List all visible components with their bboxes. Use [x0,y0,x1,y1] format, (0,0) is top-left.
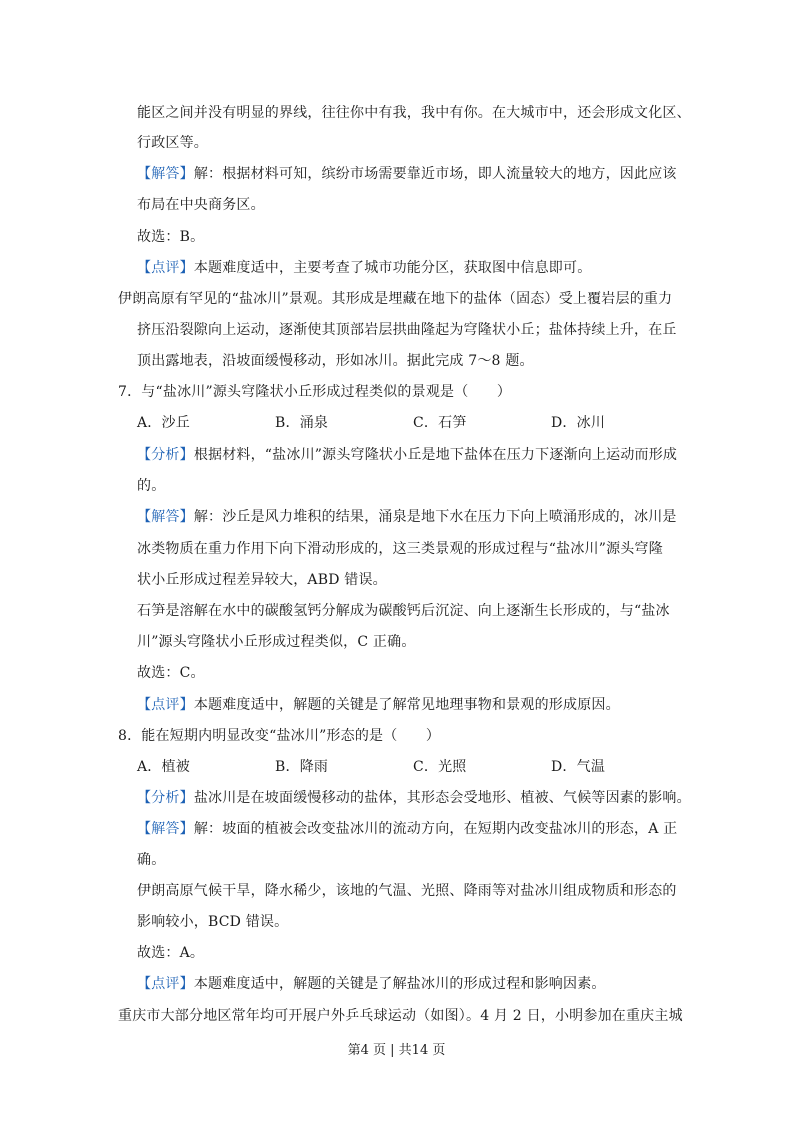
q8-analysis: 【分析】盐冰川是在坡面缓慢移动的盐体，其形态会受地形、植被、气候等因素的影响。 [137,790,691,806]
q7-answer-line-3: 状小丘形成过程差异较大，ABD 错误。 [137,572,387,588]
next-material-line-1: 重庆市大部分地区常年均可开展户外乒乓球运动（如图）。4 月 2 日，小明参加在重庆主城 [118,1008,683,1024]
q7-answer-line-1: 【解答】解：沙丘是风力堆积的结果，涌泉是地下水在压力下向上喷涌形成的，冰川是 [137,509,677,525]
answer-tag: 【解答】 [137,821,194,837]
q7-option-a: A．沙丘 [137,415,190,431]
q8-option-b: B．降雨 [275,759,329,775]
q8-answer-line-1: 【解答】解：坡面的植被会改变盐冰川的流动方向，在短期内改变盐冰川的形态，A 正 [137,821,678,837]
q8-option-c: C．光照 [413,759,467,775]
material-line-3: 顶出露地表，沿坡面缓慢移动，形如冰川。据此完成 7～8 题。 [137,353,534,369]
q7-comment: 【点评】本题难度适中，解题的关键是了解常见地理事物和景观的形成原因。 [137,697,620,713]
q8-option-a: A．植被 [137,759,190,775]
prev-answer-line-2: 布局在中央商务区。 [137,197,265,213]
q8-comment: 【点评】本题难度适中，解题的关键是了解盐冰川的形成过程和影响因素。 [137,976,606,992]
prev-choice: 故选：B。 [137,229,205,245]
prev-comment: 【点评】本题难度适中，主要考查了城市功能分区，获取图中信息即可。 [137,260,592,276]
q8-answer-line-2: 确。 [137,852,166,868]
q7-choice: 故选：C。 [137,665,205,681]
q8-option-d: D．气温 [551,759,606,775]
comment-tag: 【点评】 [137,697,194,713]
answer-tag: 【解答】 [137,509,194,525]
q7-options [137,413,689,433]
prev-text-line-1: 能区之间并没有明显的界线，往往你中有我，我中有你。在大城市中，还会形成文化区、 [137,105,691,121]
material-line-2: 挤压沿裂隙向上运动，逐渐使其顶部岩层拱曲隆起为穹隆状小丘；盐体持续上升，在丘 [137,322,677,338]
answer-tag: 【解答】 [137,166,194,182]
comment-tag: 【点评】 [137,260,194,276]
q7-option-d: D．冰川 [551,415,606,431]
q7-analysis-line-2: 的。 [137,478,166,494]
q8-choice: 故选：A。 [137,945,205,961]
q7-analysis-line-1: 【分析】根据材料，“盐冰川”源头穹隆状小丘是地下盐体在压力下逐渐向上运动而形成 [137,447,678,463]
q8-options [137,757,689,777]
comment-tag: 【点评】 [137,976,194,992]
prev-text-line-2: 行政区等。 [137,135,208,151]
analysis-tag: 【分析】 [137,447,194,463]
prev-answer-line-1: 【解答】解：根据材料可知，缤纷市场需要靠近市场，即人流量较大的地方，因此应该 [137,166,677,182]
analysis-tag: 【分析】 [137,790,194,806]
q7-stem: 7．与“盐冰川”源头穹隆状小丘形成过程类似的景观是（ ） [118,384,512,400]
q7-answer-line-4: 石笋是溶解在水中的碳酸氢钙分解成为碳酸钙后沉淀、向上逐渐生长形成的，与“盐冰 [137,603,670,619]
q7-option-c: C．石笋 [413,415,467,431]
q7-answer-line-5: 川”源头穹隆状小丘形成过程类似，C 正确。 [137,634,416,650]
q7-option-b: B．涌泉 [275,415,329,431]
page-footer: 第4 页 | 共14 页 [347,1043,446,1058]
q8-stem: 8．能在短期内明显改变“盐冰川”形态的是（ ） [118,728,441,744]
q8-answer-line-4: 影响较小，BCD 错误。 [137,914,289,930]
q7-answer-line-2: 冰类物质在重力作用下向下滑动形成的，这三类景观的形成过程与“盐冰川”源头穹隆 [137,541,663,557]
material-line-1: 伊朗高原有罕见的“盐冰川”景观。其形成是埋藏在地下的盐体（固态）受上覆岩层的重力 [118,291,673,307]
q8-answer-line-3: 伊朗高原气候干旱，降水稀少，该地的气温、光照、降雨等对盐冰川组成物质和形态的 [137,883,677,899]
